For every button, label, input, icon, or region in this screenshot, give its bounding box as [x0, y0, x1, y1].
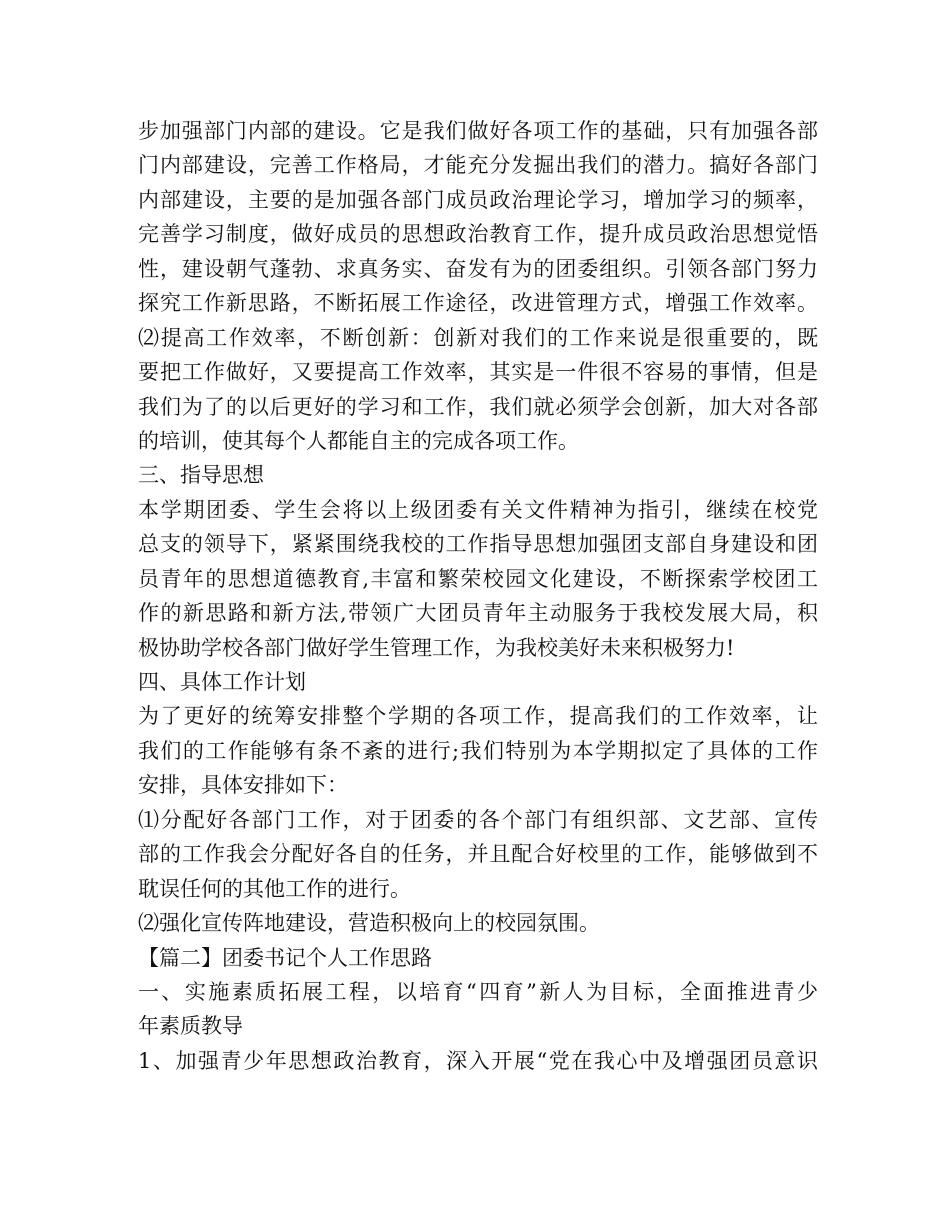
- text-line: ⑵提高工作效率，不断创新：创新对我们的工作来说是很重要的，既: [138, 325, 818, 350]
- text-line: 门内部建设，完善工作格局，才能充分发掘出我们的潜力。搞好各部门: [138, 153, 818, 178]
- text-line: 内部建设，主要的是加强各部门成员政治理论学习，增加学习的频率，: [138, 187, 818, 212]
- text-line: 探究工作新思路，不断拓展工作途径，改进管理方式，增强工作效率。: [138, 291, 818, 316]
- text-line: 年素质教导: [138, 1014, 243, 1039]
- text-line: 步加强部门内部的建设。它是我们做好各项工作的基础，只有加强各部: [138, 119, 818, 143]
- text-line: 的培训，使其每个人都能自主的完成各项工作。: [138, 428, 579, 453]
- text-line: 极协助学校各部门做好学生管理工作，为我校美好未来积极努力!: [138, 635, 735, 660]
- text-line: 要把工作做好，又要提高工作效率，其实是一件很不容易的事情，但是: [138, 360, 818, 385]
- text-line: 员青年的思想道德教育,丰富和繁荣校园文化建设，不断探索学校团工: [138, 566, 818, 591]
- text-line: 总支的领导下，紧紧围绕我校的工作指导思想加强团支部自身建设和团: [138, 532, 818, 557]
- text-line: 三、指导思想: [138, 463, 264, 488]
- text-line: 我们的工作能够有条不紊的进行;我们特别为本学期拟定了具体的工作: [138, 738, 818, 763]
- text-line: ⑴分配好各部门工作，对于团委的各个部门有组织部、文艺部、宣传: [138, 807, 818, 832]
- text-line: 安排，具体安排如下：: [138, 773, 348, 798]
- text-line: 本学期团委、学生会将以上级团委有关文件精神为指引，继续在校党: [138, 497, 818, 522]
- document-body: [138, 114, 818, 1078]
- text-line: 四、具体工作计划: [138, 670, 306, 694]
- text-line: 作的新思路和新方法,带领广大团员青年主动服务于我校发展大局，积: [138, 601, 818, 626]
- text-line: 性，建设朝气蓬勃、求真务实、奋发有为的团委组织。引领各部门努力: [138, 256, 818, 281]
- text-line: 部的工作我会分配好各自的任务，并且配合好校里的工作，能够做到不: [138, 842, 818, 867]
- text-line: 一、实施素质拓展工程，以培育“四育”新人为目标，全面推进青少: [138, 979, 818, 1004]
- text-line: 为了更好的统筹安排整个学期的各项工作，提高我们的工作效率，让: [138, 704, 818, 729]
- text-line: 我们为了的以后更好的学习和工作，我们就必须学会创新，加大对各部: [138, 394, 818, 419]
- text-line: 耽误任何的其他工作的进行。: [138, 876, 411, 901]
- text-line: 完善学习制度，做好成员的思想政治教育工作，提升成员政治思想觉悟: [138, 222, 818, 247]
- text-line: 【篇二】团委书记个人工作思路: [138, 945, 432, 970]
- text-line: ⑵强化宣传阵地建设，营造积极向上的校园氛围。: [138, 911, 600, 936]
- text-line: 1、加强青少年思想政治教育，深入开展“党在我心中及增强团员意识: [138, 1048, 818, 1073]
